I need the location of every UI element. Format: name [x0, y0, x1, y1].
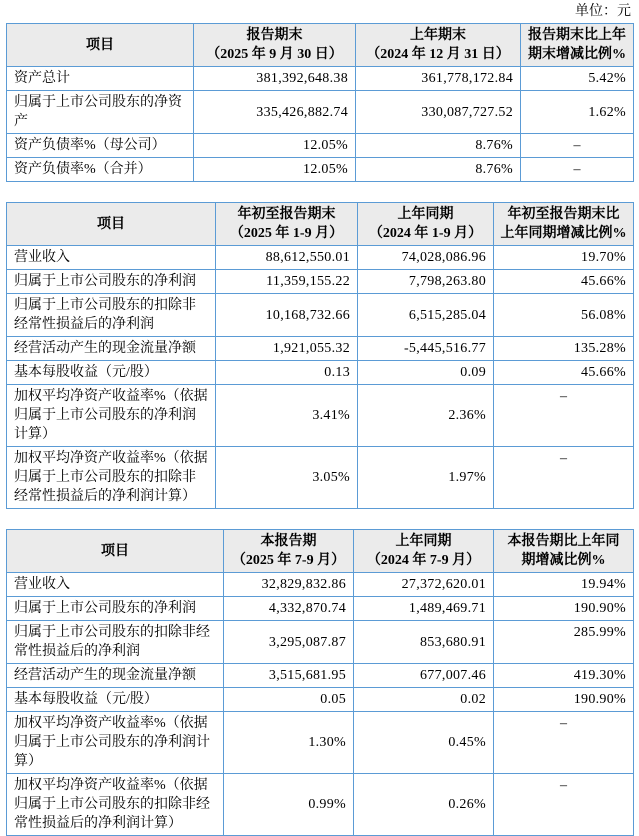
current-period-cell: 1,921,055.32	[216, 337, 358, 361]
change-ratio-dash-cell: –	[494, 774, 634, 836]
prior-period-cell: 361,778,172.84	[356, 67, 521, 91]
current-period-cell: 3,295,087.87	[224, 621, 354, 664]
prior-period-cell: 8.76%	[356, 134, 521, 158]
item-label-cell: 资产负债率%（母公司）	[7, 134, 194, 158]
prior-period-cell: 6,515,285.04	[358, 294, 494, 337]
header-line: （2024 年 7-9 月）	[366, 553, 481, 568]
change-ratio-cell: 19.94%	[494, 573, 634, 597]
item-label-cell: 加权平均净资产收益率%（依据归属于上市公司股东的扣除非经常性损益后的净利润计算）	[7, 774, 224, 836]
current-period-cell: 381,392,648.38	[194, 67, 356, 91]
prior-period-cell: 74,028,086.96	[358, 246, 494, 270]
change-ratio-cell: 19.70%	[494, 246, 634, 270]
column-header-current-period	[224, 530, 354, 573]
table-row	[7, 664, 634, 688]
column-header-prior-period	[358, 203, 494, 246]
unit-label: 单位：元	[575, 4, 631, 19]
table-row	[7, 712, 634, 774]
change-ratio-cell: 56.08%	[494, 294, 634, 337]
change-ratio-cell: 190.90%	[494, 688, 634, 712]
item-label-cell: 归属于上市公司股东的净利润	[7, 270, 216, 294]
item-label-cell: 经营活动产生的现金流量净额	[7, 664, 224, 688]
prior-period-cell: 1,489,469.71	[354, 597, 494, 621]
table-row	[7, 294, 634, 337]
current-period-cell: 1.30%	[224, 712, 354, 774]
current-period-cell: 3.41%	[216, 385, 358, 447]
item-label-cell: 归属于上市公司股东的净利润	[7, 597, 224, 621]
header-line: 年初至报告期末	[237, 207, 336, 222]
prior-period-cell: 8.76%	[356, 158, 521, 182]
column-header-change-ratio	[494, 530, 634, 573]
change-ratio-cell: 5.42%	[521, 67, 634, 91]
change-ratio-dash-cell: –	[521, 158, 634, 182]
column-header-item	[7, 24, 194, 67]
current-period-cell: 0.99%	[224, 774, 354, 836]
prior-period-cell: 0.09	[358, 361, 494, 385]
current-period-cell: 32,829,832.86	[224, 573, 354, 597]
header-line: （2025 年 1-9 月）	[229, 226, 344, 241]
header-line: 上年同期	[397, 207, 454, 222]
current-period-cell: 4,332,870.74	[224, 597, 354, 621]
table-row	[7, 573, 634, 597]
prior-period-cell: 7,798,263.80	[358, 270, 494, 294]
header-line: 期末增减比例%	[528, 47, 626, 62]
header-line: 本报告期	[260, 534, 317, 549]
prior-period-cell: 2.36%	[358, 385, 494, 447]
table-row	[7, 385, 634, 447]
table-row	[7, 447, 634, 509]
spacer	[0, 509, 639, 529]
change-ratio-dash-cell: –	[494, 447, 634, 509]
change-ratio-cell: 45.66%	[494, 361, 634, 385]
current-period-cell: 12.05%	[194, 158, 356, 182]
table-row	[7, 361, 634, 385]
change-ratio-cell: 190.90%	[494, 597, 634, 621]
item-label-cell: 归属于上市公司股东的扣除非经常性损益后的净利润	[7, 621, 224, 664]
spacer	[0, 182, 639, 202]
current-period-cell: 10,168,732.66	[216, 294, 358, 337]
column-header-current-period	[216, 203, 358, 246]
header-line: 期增减比例%	[521, 553, 606, 568]
header-line: 上年同期增减比例%	[500, 226, 627, 241]
column-header-change-ratio	[494, 203, 634, 246]
column-header-change-ratio	[521, 24, 634, 67]
column-header-prior-period	[354, 530, 494, 573]
table-row	[7, 158, 634, 182]
header-line: 项目	[97, 216, 125, 232]
header-line: （2025 年 9 月 30 日）	[206, 47, 343, 62]
item-label-cell: 归属于上市公司股东的净资产	[7, 91, 194, 134]
change-ratio-dash-cell: –	[494, 385, 634, 447]
table-row	[7, 67, 634, 91]
table-row	[7, 774, 634, 836]
header-line: （2025 年 7-9 月）	[231, 553, 346, 568]
header-row	[7, 530, 634, 573]
prior-period-cell: 27,372,620.01	[354, 573, 494, 597]
header-line: 项目	[86, 37, 114, 53]
prior-period-cell: 853,680.91	[354, 621, 494, 664]
table-row	[7, 246, 634, 270]
change-ratio-cell: 419.30%	[494, 664, 634, 688]
current-period-cell: 0.05	[224, 688, 354, 712]
header-line: 上年同期	[395, 534, 452, 549]
item-label-cell: 营业收入	[7, 246, 216, 270]
column-header-current-period	[194, 24, 356, 67]
current-period-cell: 3,515,681.95	[224, 664, 354, 688]
prior-period-cell: 677,007.46	[354, 664, 494, 688]
item-label-cell: 资产负债率%（合并）	[7, 158, 194, 182]
current-period-cell: 11,359,155.22	[216, 270, 358, 294]
current-period-cell: 88,612,550.01	[216, 246, 358, 270]
item-label-cell: 营业收入	[7, 573, 224, 597]
prior-period-cell: -5,445,516.77	[358, 337, 494, 361]
current-period-cell: 0.13	[216, 361, 358, 385]
column-header-item	[7, 530, 224, 573]
prior-period-cell: 330,087,727.52	[356, 91, 521, 134]
item-label-cell: 经营活动产生的现金流量净额	[7, 337, 216, 361]
item-label-cell: 资产总计	[7, 67, 194, 91]
change-ratio-dash-cell: –	[494, 712, 634, 774]
item-label-cell: 基本每股收益（元/股）	[7, 688, 224, 712]
item-label-cell: 加权平均净资产收益率%（依据归属于上市公司股东的净利润计算）	[7, 712, 224, 774]
item-label-cell: 基本每股收益（元/股）	[7, 361, 216, 385]
item-label-cell: 归属于上市公司股东的扣除非经常性损益后的净利润	[7, 294, 216, 337]
prior-period-cell: 0.45%	[354, 712, 494, 774]
change-ratio-cell: 135.28%	[494, 337, 634, 361]
table-row	[7, 597, 634, 621]
item-label-cell: 加权平均净资产收益率%（依据归属于上市公司股东的扣除非经常性损益后的净利润计算）	[7, 447, 216, 509]
header-line: 年初至报告期末比	[507, 207, 620, 222]
prior-period-cell: 0.02	[354, 688, 494, 712]
header-line: 上年期末	[410, 28, 466, 43]
table-row	[7, 270, 634, 294]
change-ratio-cell: 1.62%	[521, 91, 634, 134]
header-line: 本报告期比上年同	[507, 534, 620, 549]
current-period-cell: 335,426,882.74	[194, 91, 356, 134]
column-header-prior-period	[356, 24, 521, 67]
header-line: 报告期末比上年	[528, 28, 626, 43]
table-row	[7, 688, 634, 712]
table-row	[7, 134, 634, 158]
change-ratio-cell: 285.99%	[494, 621, 634, 664]
table-row	[7, 337, 634, 361]
current-period-cell: 3.05%	[216, 447, 358, 509]
table-current-quarter	[6, 529, 634, 836]
column-header-item	[7, 203, 216, 246]
header-line: （2024 年 12 月 31 日）	[366, 47, 510, 62]
prior-period-cell: 1.97%	[358, 447, 494, 509]
item-label-cell: 加权平均净资产收益率%（依据归属于上市公司股东的净利润计算）	[7, 385, 216, 447]
header-line: （2024 年 1-9 月）	[368, 226, 483, 241]
table-row	[7, 621, 634, 664]
current-period-cell: 12.05%	[194, 134, 356, 158]
header-row	[7, 24, 634, 67]
change-ratio-dash-cell: –	[521, 134, 634, 158]
table-year-to-date	[6, 202, 634, 509]
table-row	[7, 91, 634, 134]
header-line: 报告期末	[246, 28, 303, 43]
header-row	[7, 203, 634, 246]
change-ratio-cell: 45.66%	[494, 270, 634, 294]
header-line: 项目	[101, 543, 129, 559]
table-period-end-balance	[6, 23, 634, 182]
prior-period-cell: 0.26%	[354, 774, 494, 836]
